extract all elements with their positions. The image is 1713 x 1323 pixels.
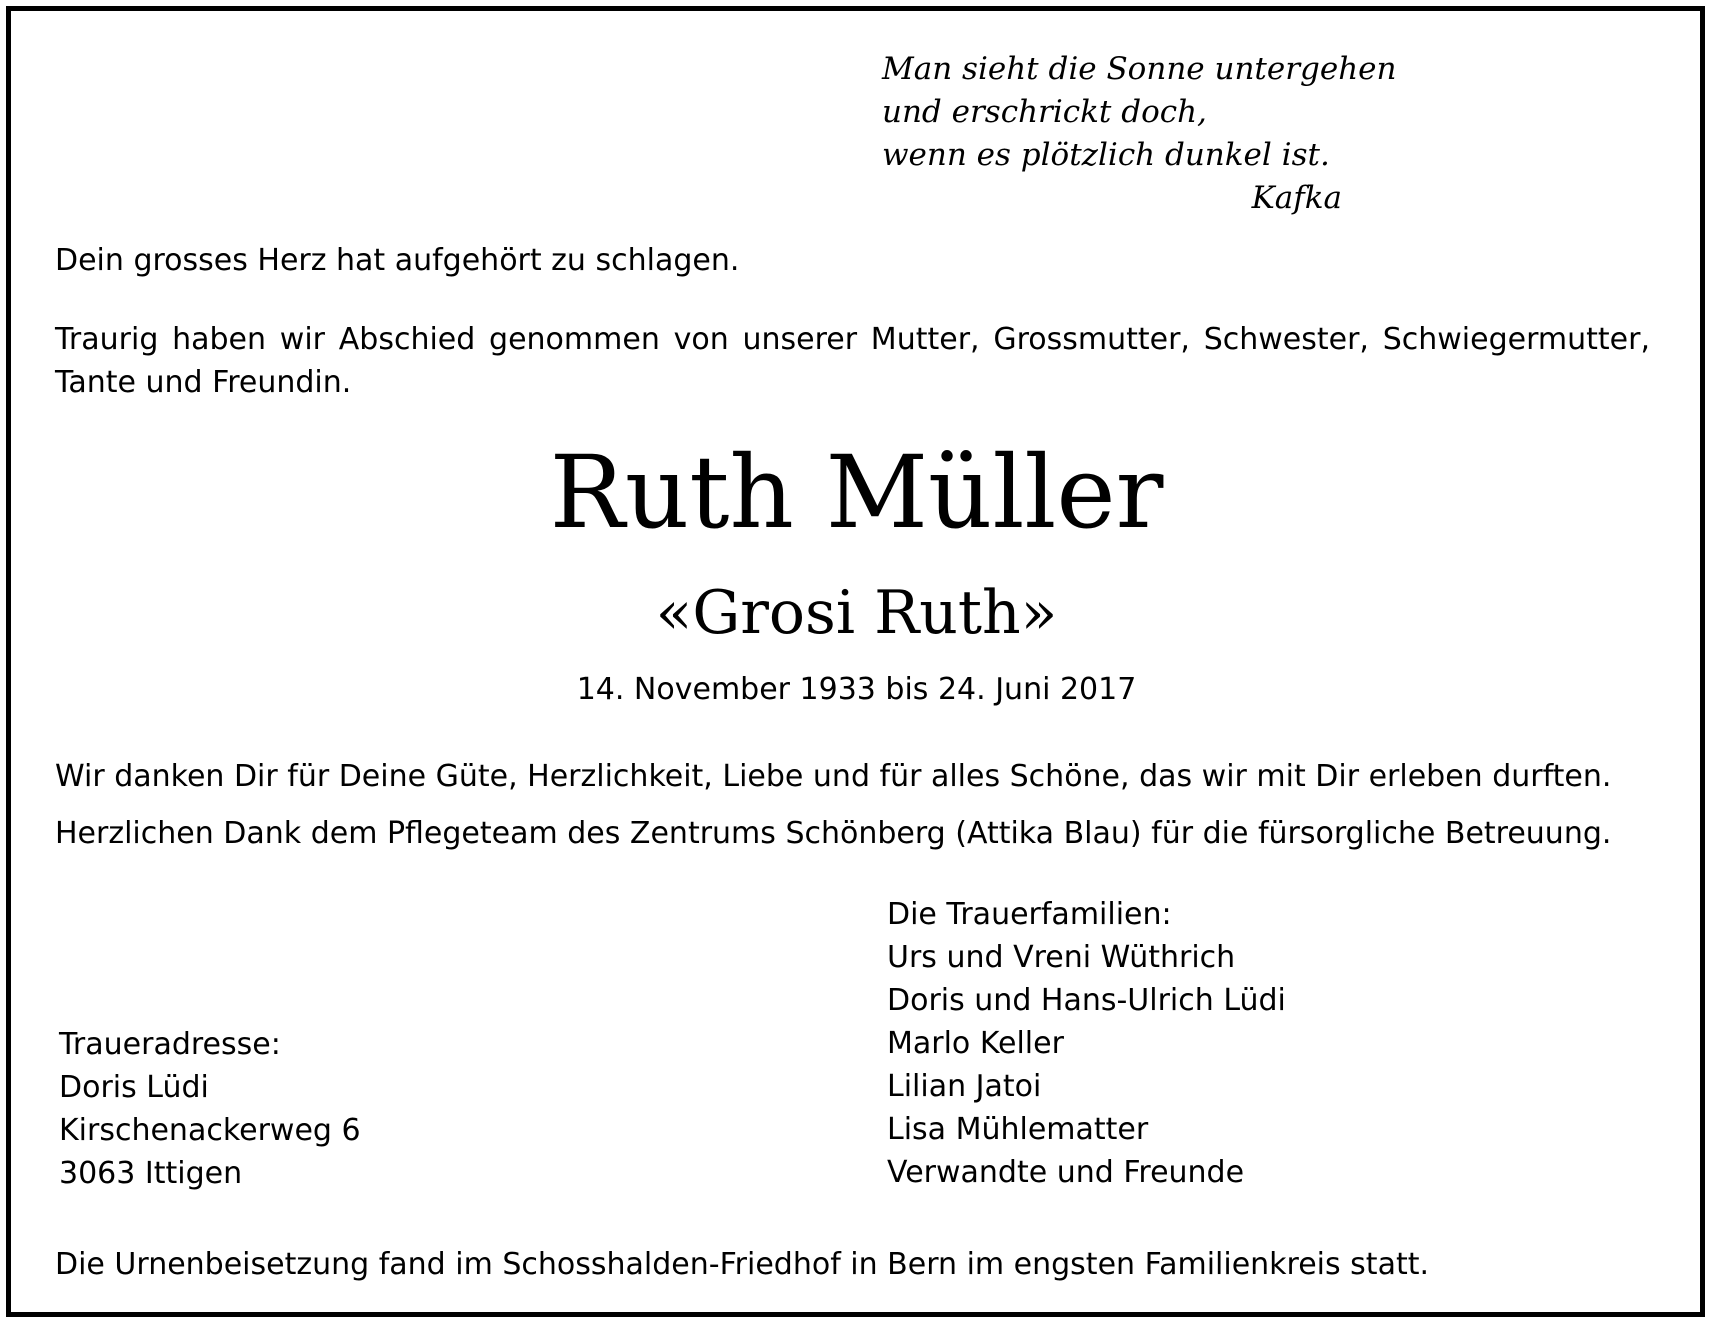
family-member: Lilian Jatoi bbox=[887, 1069, 1042, 1104]
family-member: Lisa Mühlematter bbox=[887, 1112, 1149, 1147]
quote-line: und erschrickt doch, bbox=[882, 94, 1207, 130]
thanks-line-1: Wir danken Dir für Deine Güte, Herzlichkeit, Liebe und für alles Schöne, das wir mit Dir erleben durften. bbox=[55, 759, 1612, 794]
deceased-nickname: «Grosi Ruth» bbox=[655, 578, 1058, 648]
family-member: Doris und Hans-Ulrich Lüdi bbox=[887, 983, 1286, 1018]
kafka-quote bbox=[882, 48, 1397, 220]
life-dates: 14. November 1933 bis 24. Juni 2017 bbox=[576, 672, 1137, 707]
families-heading: Die Trauerfamilien: bbox=[887, 897, 1172, 932]
address-heading: Traueradresse: bbox=[59, 1027, 281, 1062]
quote-author: Kafka bbox=[1251, 180, 1342, 216]
intro-line-1: Dein grosses Herz hat aufgehört zu schlagen. bbox=[55, 243, 740, 278]
family-member: Marlo Keller bbox=[887, 1026, 1064, 1061]
thanks-line-2: Herzlichen Dank dem Pflegeteam des Zentrums Schönberg (Attika Blau) für die fürsorgliche Betreuung. bbox=[55, 816, 1612, 851]
address-line: 3063 Ittigen bbox=[59, 1156, 243, 1191]
deceased-name: Ruth Müller bbox=[549, 434, 1164, 551]
mourning-families bbox=[887, 893, 1286, 1194]
family-member: Verwandte und Freunde bbox=[887, 1155, 1245, 1190]
family-member: Urs und Vreni Wüthrich bbox=[887, 940, 1236, 975]
burial-notice: Die Urnenbeisetzung fand im Schosshalden-Friedhof in Bern im engsten Familienkreis statt. bbox=[55, 1247, 1430, 1282]
mourning-address bbox=[59, 1023, 361, 1195]
address-line: Kirschenackerweg 6 bbox=[59, 1113, 361, 1148]
address-line: Doris Lüdi bbox=[59, 1070, 209, 1105]
intro-line-2: Traurig haben wir Abschied genommen von unserer Mutter, Grossmutter, Schwester, Schwiegermutter, Tante und Freundin. bbox=[55, 322, 1650, 400]
quote-line: Man sieht die Sonne untergehen bbox=[882, 51, 1397, 87]
quote-line: wenn es plötzlich dunkel ist. bbox=[882, 137, 1330, 173]
